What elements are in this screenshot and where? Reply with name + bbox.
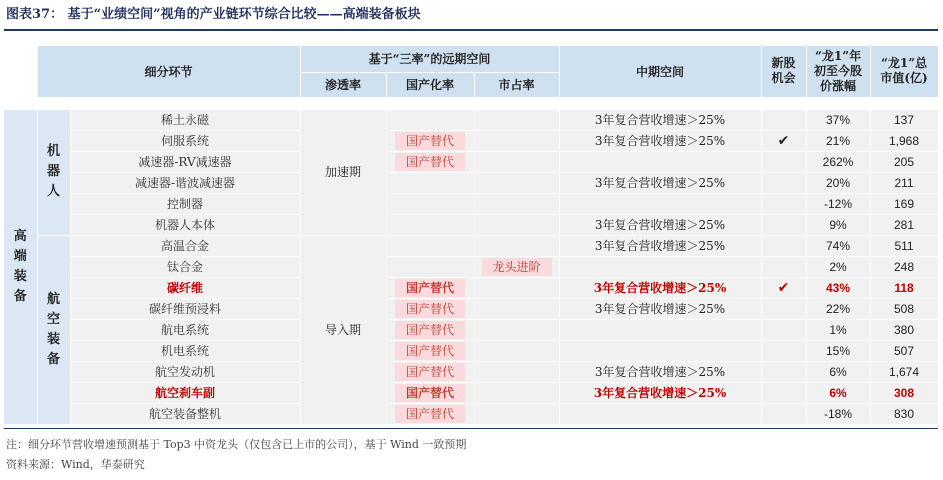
mid-term-cell [559, 403, 761, 424]
ytd-cell: 9% [806, 214, 870, 235]
localization-cell [386, 235, 474, 256]
new-stock-cell [761, 319, 806, 340]
cap-cell: 211 [870, 172, 938, 193]
mid-term-cell: 3年复合营收增速＞25% [559, 235, 761, 256]
localization-cell [386, 172, 474, 193]
comparison-table [4, 46, 939, 425]
segment-name: 航电系统 [70, 319, 300, 340]
ytd-cell: 37% [806, 110, 870, 131]
table-row [4, 110, 938, 131]
header-market-share: 市占率 [474, 72, 559, 97]
mid-term-cell [559, 151, 761, 172]
segment-name: 机器人本体 [70, 214, 300, 235]
table-row-highlight [4, 382, 938, 403]
localization-cell [386, 193, 474, 214]
table-row [4, 151, 938, 172]
share-cell [474, 214, 559, 235]
ytd-cell: 21% [806, 130, 870, 151]
share-cell [474, 151, 559, 172]
localization-tag: 国产替代 [395, 300, 465, 318]
mid-term-cell: 3年复合营收增速＞25% [559, 172, 761, 193]
table-row [4, 319, 938, 340]
title-rule [4, 29, 938, 31]
share-cell [474, 403, 559, 424]
cap-cell: 507 [870, 340, 938, 361]
localization-tag: 国产替代 [395, 279, 465, 297]
share-cell [474, 193, 559, 214]
new-stock-cell [761, 340, 806, 361]
ytd-cell: 20% [806, 172, 870, 193]
group-sector: 高端装备 [13, 228, 27, 304]
segment-name: 稀土永磁 [70, 110, 300, 131]
comparison-table-wrap [4, 46, 938, 425]
share-cell [474, 361, 559, 382]
bottom-rule [4, 428, 938, 429]
localization-tag: 国产替代 [395, 384, 465, 402]
source-note: 资料来源：Wind，华泰研究 [6, 458, 145, 471]
share-cell [474, 340, 559, 361]
share-tag: 龙头进阶 [482, 258, 552, 276]
localization-cell [386, 110, 474, 131]
share-cell [474, 130, 559, 151]
table-row [4, 214, 938, 235]
segment-name: 航空发动机 [70, 361, 300, 382]
header-blank-1 [4, 46, 37, 97]
ytd-cell: 6% [806, 382, 870, 403]
mid-term-cell [559, 319, 761, 340]
mid-term-cell [559, 340, 761, 361]
segment-name: 碳纤维预浸料 [70, 298, 300, 319]
table-row-highlight [4, 277, 938, 298]
mid-term-cell [559, 193, 761, 214]
share-cell [474, 382, 559, 403]
localization-cell [386, 256, 474, 277]
localization-tag: 国产替代 [395, 363, 465, 381]
mid-term-cell: 3年复合营收增速＞25% [559, 361, 761, 382]
cap-cell: 830 [870, 403, 938, 424]
header-ytd-change: “龙1”年初至今股价涨幅 [814, 48, 863, 93]
new-stock-cell [761, 235, 806, 256]
mid-term-cell: 3年复合营收增速＞25% [559, 382, 761, 403]
ytd-cell: 74% [806, 235, 870, 256]
localization-tag: 国产替代 [395, 321, 465, 339]
ytd-cell: -12% [806, 193, 870, 214]
segment-name: 高温合金 [70, 235, 300, 256]
segment-name: 控制器 [70, 193, 300, 214]
segment-name: 航空刹车副 [70, 382, 300, 403]
robot-phase: 加速期 [300, 110, 386, 236]
header-long-term: 基于“三率”的远期空间 [300, 46, 559, 72]
cap-cell: 137 [870, 110, 938, 131]
segment-name: 航空装备整机 [70, 403, 300, 424]
cap-cell: 1,674 [870, 361, 938, 382]
table-row [4, 235, 938, 256]
table-row [4, 256, 938, 277]
mid-term-cell: 3年复合营收增速＞25% [559, 110, 761, 131]
ytd-cell: 22% [806, 298, 870, 319]
ytd-cell: 262% [806, 151, 870, 172]
localization-tag: 国产替代 [395, 342, 465, 360]
share-cell [474, 235, 559, 256]
group-aviation: 航空装备 [46, 291, 60, 367]
mid-term-cell: 3年复合营收增速＞25% [559, 298, 761, 319]
aviation-phase: 导入期 [300, 235, 386, 424]
cap-cell: 205 [870, 151, 938, 172]
new-stock-cell [761, 298, 806, 319]
mid-term-cell [559, 256, 761, 277]
segment-name: 钛合金 [70, 256, 300, 277]
localization-tag: 国产替代 [395, 153, 465, 171]
localization-tag: 国产替代 [395, 132, 465, 150]
ytd-cell: 43% [806, 277, 870, 298]
segment-name: 机电系统 [70, 340, 300, 361]
new-stock-cell [761, 172, 806, 193]
ytd-cell: 15% [806, 340, 870, 361]
ytd-cell: 6% [806, 361, 870, 382]
new-stock-cell [761, 110, 806, 131]
ytd-cell: 2% [806, 256, 870, 277]
localization-cell [386, 214, 474, 235]
ytd-cell: 1% [806, 319, 870, 340]
cap-cell: 248 [870, 256, 938, 277]
share-cell [474, 110, 559, 131]
table-row [4, 130, 938, 151]
footnote: 注：细分环节营收增速预测基于 Top3 中资龙头（仅包含已上市的公司），基于 Wind 一致预期 [6, 438, 467, 451]
share-cell [474, 172, 559, 193]
share-cell [474, 277, 559, 298]
table-row [4, 340, 938, 361]
ytd-cell: -18% [806, 403, 870, 424]
new-stock-cell [761, 361, 806, 382]
header-mid-term: 中期空间 [559, 46, 761, 97]
check-icon: ✔ [761, 130, 806, 151]
header-market-cap: “龙1”总市值(亿) [880, 56, 928, 86]
cap-cell: 281 [870, 214, 938, 235]
localization-tag: 国产替代 [395, 405, 465, 423]
new-stock-cell [761, 382, 806, 403]
segment-name: 减速器-RV减速器 [70, 151, 300, 172]
table-row [4, 403, 938, 424]
cap-cell: 308 [870, 382, 938, 403]
table-row [4, 361, 938, 382]
figure-title: 图表37： 基于“业绩空间”视角的产业链环节综合比较——高端装备板块 [6, 7, 421, 22]
table-row [4, 298, 938, 319]
share-cell [474, 298, 559, 319]
cap-cell: 380 [870, 319, 938, 340]
cap-cell: 1,968 [870, 130, 938, 151]
cap-cell: 508 [870, 298, 938, 319]
table-row [4, 193, 938, 214]
header-new-stock: 新股机会 [771, 56, 796, 86]
new-stock-cell [761, 193, 806, 214]
mid-term-cell: 3年复合营收增速＞25% [559, 214, 761, 235]
new-stock-cell [761, 403, 806, 424]
cap-cell: 118 [870, 277, 938, 298]
group-robot: 机器人 [46, 144, 60, 199]
segment-name: 伺服系统 [70, 130, 300, 151]
header-gap [4, 97, 938, 110]
check-icon: ✔ [761, 277, 806, 298]
cap-cell: 169 [870, 193, 938, 214]
mid-term-cell: 3年复合营收增速＞25% [559, 130, 761, 151]
header-localization: 国产化率 [386, 72, 474, 97]
table-row [4, 172, 938, 193]
header-penetration: 渗透率 [300, 72, 386, 97]
header-segment: 细分环节 [37, 46, 300, 97]
new-stock-cell [761, 256, 806, 277]
new-stock-cell [761, 214, 806, 235]
cap-cell: 511 [870, 235, 938, 256]
mid-term-cell: 3年复合营收增速＞25% [559, 277, 761, 298]
new-stock-cell [761, 151, 806, 172]
segment-name: 碳纤维 [70, 277, 300, 298]
share-cell [474, 319, 559, 340]
segment-name: 减速器-谐波减速器 [70, 172, 300, 193]
